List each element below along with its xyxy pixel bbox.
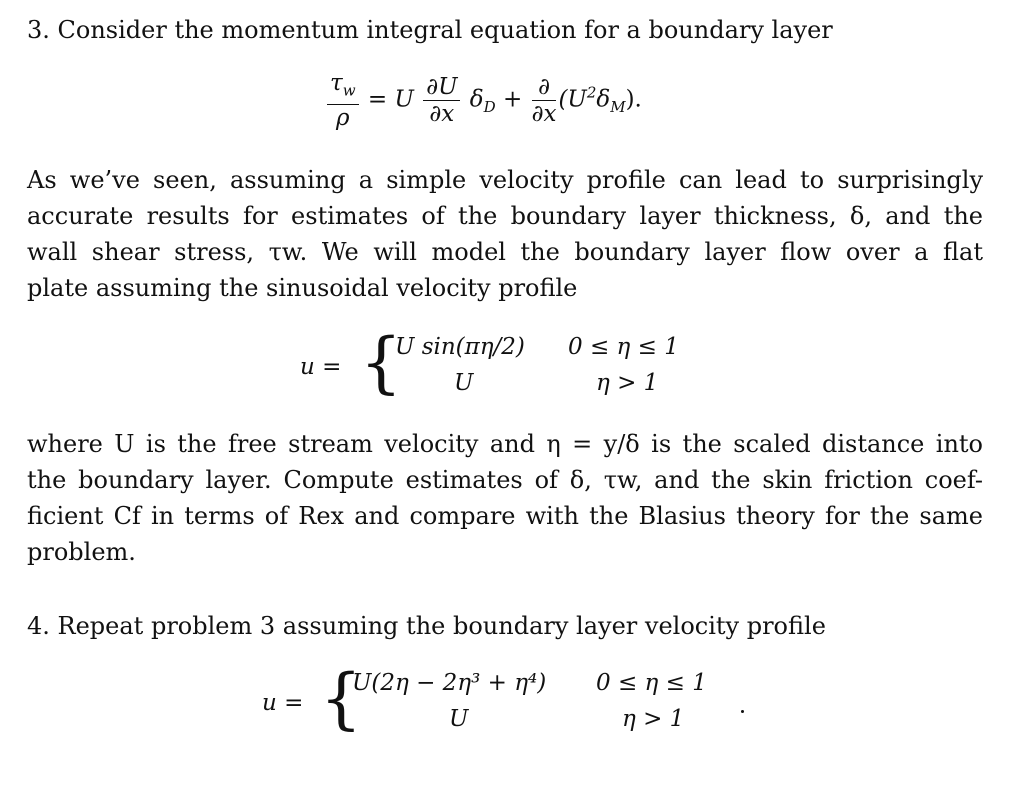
sinusoidal-profile-lhs: u = <box>300 354 342 380</box>
dU-dx-fraction: $\frac{\partial U}{\partial x}$ <box>423 74 460 127</box>
polynomial-profile-lhs: u = <box>262 690 304 716</box>
left-brace-icon: { <box>360 324 402 401</box>
paragraph-1-line-3: wall shear stress, τw. We will model the boundary layer flow over a flat <box>27 238 983 266</box>
sinusoidal-case-1-expr: U sin(πη/2) <box>395 334 525 360</box>
wall-shear-over-density-fraction: $\frac{\tau_w}{\rho}$ <box>327 70 359 131</box>
problem-4-statement: 4. Repeat problem 3 assuming the boundary layer velocity profile <box>27 612 826 640</box>
sinusoidal-case-2-expr: U <box>454 370 474 396</box>
paragraph-2-line-3: ficient Cf in terms of Rex and compare with the Blasius theory for the same <box>27 502 983 530</box>
trailing-period-dot <box>741 710 744 713</box>
paragraph-2-line-1: where U is the free stream velocity and η = y/δ is the scaled distance into <box>27 430 983 458</box>
problem-3-statement: 3. Consider the momentum integral equation for a boundary layer <box>27 16 833 44</box>
polynomial-case-1-condition: 0 ≤ η ≤ 1 <box>596 670 707 696</box>
paragraph-1-line-1: As we’ve seen, assuming a simple velocity profile can lead to surprisingly <box>27 166 983 194</box>
partial-dx-fraction: $\frac{\partial}{\partial x}$ <box>531 73 557 127</box>
polynomial-case-2-condition: η > 1 <box>622 706 685 732</box>
paragraph-1-line-4: plate assuming the sinusoidal velocity profile <box>27 274 578 302</box>
left-brace-icon: { <box>320 660 362 737</box>
paragraph-1-line-2: accurate results for estimates of the boundary layer thickness, δ, and the <box>27 202 983 230</box>
sinusoidal-case-2-condition: η > 1 <box>596 370 659 396</box>
sinusoidal-case-1-condition: 0 ≤ η ≤ 1 <box>568 334 679 360</box>
paragraph-2-line-2: the boundary layer. Compute estimates of δ, τw, and the skin friction coef- <box>27 466 983 494</box>
polynomial-case-2-expr: U <box>449 706 469 732</box>
paragraph-2-line-4: problem. <box>27 538 136 566</box>
momentum-integral-equation: $\frac{\tau_w}{\rho}$ = U $\frac{\partial U}{\partial x}$ $\delta_D$ + $\frac{\partial}{\partial x}$ $(U^2\delta_M)$. <box>325 70 642 131</box>
polynomial-case-1-expr: U(2η − 2η³ + η⁴) <box>352 670 547 696</box>
